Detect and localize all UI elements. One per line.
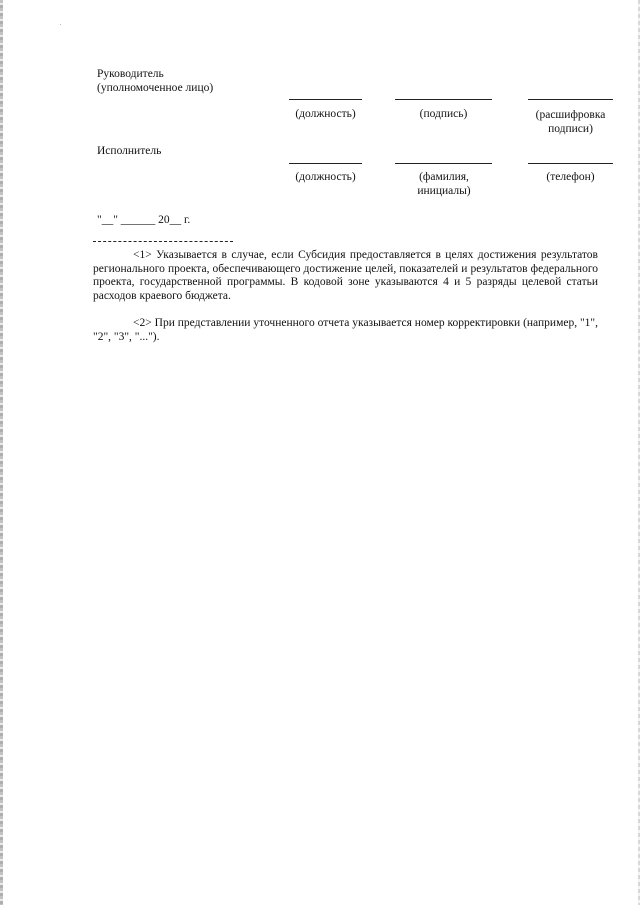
exec-phone-line xyxy=(528,163,613,164)
scan-speck xyxy=(60,24,61,25)
exec-phone-caption: (телефон) xyxy=(546,171,595,183)
head-label-sub: (уполномоченное лицо) xyxy=(97,82,214,94)
exec-name-caption: (фамилия, инициалы) xyxy=(417,171,471,197)
exec-position-caption: (должность) xyxy=(295,171,356,183)
exec-name-line xyxy=(395,163,492,164)
head-signature-caption: (подпись) xyxy=(419,108,468,120)
head-decoding-caption: (расшифровка подписи) xyxy=(535,109,606,135)
head-decoding-line xyxy=(528,99,613,100)
head-signature-line xyxy=(395,99,492,100)
date-line: "__" ______ 20__ г. xyxy=(97,214,191,226)
head-position-caption: (должность) xyxy=(295,108,356,120)
footnote-2: <2> При представлении уточненного отчета указывается номер корректировки (например, "1", "2", "3", "..."). xyxy=(93,317,598,343)
head-position-line xyxy=(289,99,362,100)
head-label: Руководитель xyxy=(97,68,164,80)
footnote-1: <1> Указывается в случае, если Субсидия предоставляется в целях достижения результатов регионального проекта, обеспечивающего достижение целей, показателей и результатов федерального проекта, государственной программы. В кодовой зоне указываются 4 и 5 разряды целевой статьи расходов краевого бюджета. xyxy=(93,249,598,302)
executor-label: Исполнитель xyxy=(97,145,162,157)
footnote-separator xyxy=(93,241,233,242)
exec-position-line xyxy=(289,163,362,164)
scan-edge-left xyxy=(0,0,3,905)
